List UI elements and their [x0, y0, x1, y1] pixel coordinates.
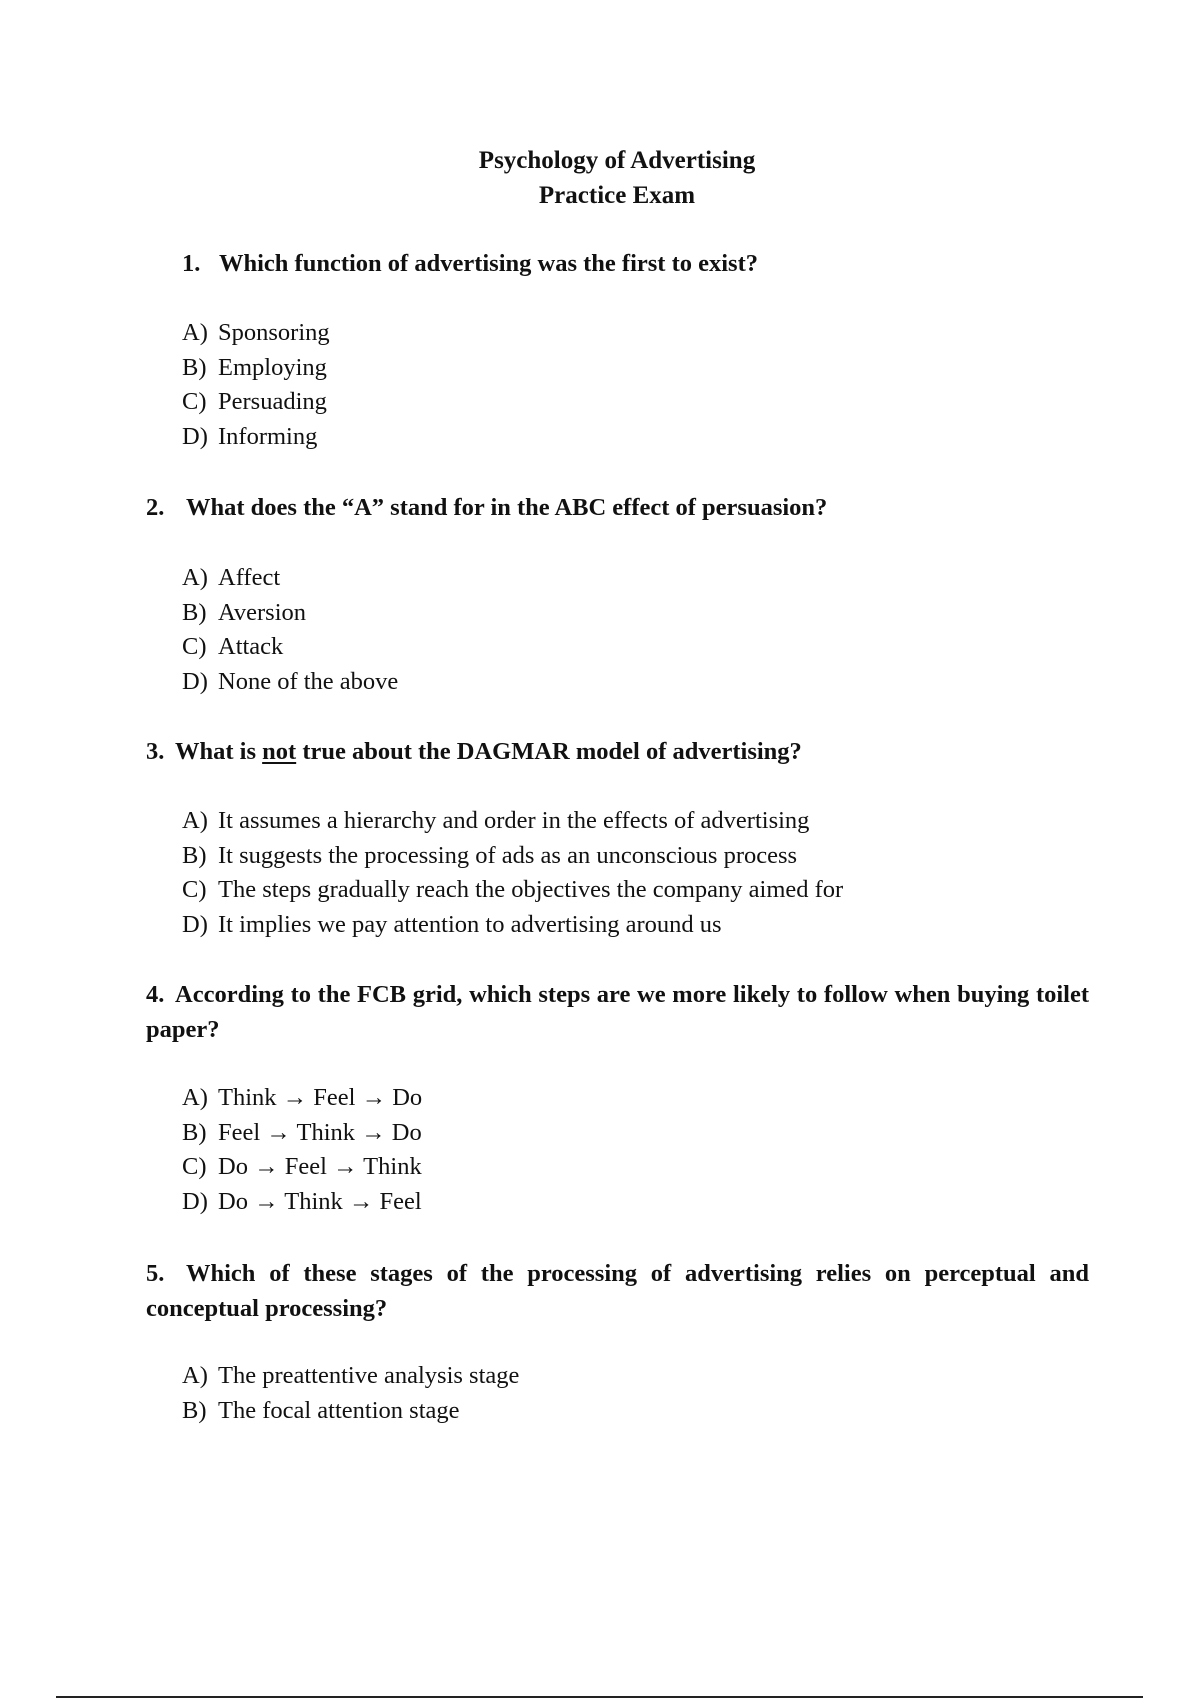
option-text: Employing	[218, 353, 327, 381]
option-letter: B)	[182, 598, 207, 626]
exam-title	[0, 143, 1200, 213]
option-letter: C)	[182, 876, 207, 903]
exam-subtitle: Practice Exam	[538, 182, 696, 209]
option-d	[182, 420, 330, 455]
option-d	[182, 1185, 422, 1220]
course-title: Psychology of Advertising	[478, 147, 756, 174]
option-text: It implies we pay attention to advertising around us	[218, 910, 722, 938]
question-4-options	[182, 1081, 422, 1219]
question-text-after: true about the DAGMAR model of advertising?	[302, 738, 802, 765]
question-1-options	[182, 316, 330, 454]
option-letter: C)	[182, 1153, 207, 1180]
option-text: Informing	[218, 422, 318, 450]
option-letter: A)	[182, 1362, 208, 1389]
option-letter: A)	[182, 319, 208, 346]
option-c	[182, 630, 398, 665]
question-1	[182, 246, 1082, 281]
option-letter: A)	[182, 1084, 208, 1111]
option-letter: C)	[182, 633, 207, 660]
question-2-options	[182, 561, 398, 699]
option-text: The preattentive analysis stage	[218, 1362, 520, 1389]
option-text: Do → Think → Feel	[218, 1187, 422, 1215]
option-letter: A)	[182, 807, 208, 834]
option-text: Affect	[218, 564, 281, 591]
option-text: The focal attention stage	[218, 1396, 460, 1424]
question-2	[146, 490, 1089, 525]
question-3-options	[182, 804, 843, 942]
option-text: The steps gradually reach the objectives the company aimed for	[218, 876, 844, 903]
option-letter: C)	[182, 388, 207, 415]
question-3	[146, 734, 1089, 769]
question-number: 1.	[182, 250, 201, 277]
option-d	[182, 665, 398, 700]
option-text: Aversion	[218, 598, 306, 626]
option-a	[182, 1081, 422, 1116]
option-c	[182, 1150, 422, 1185]
option-letter: D)	[182, 422, 208, 450]
option-text: Think → Feel → Do	[218, 1084, 423, 1111]
question-text: Which function of advertising was the first to exist?	[219, 250, 758, 277]
option-text: It suggests the processing of ads as an unconscious process	[218, 841, 798, 869]
option-letter: B)	[182, 841, 207, 869]
option-b	[182, 351, 330, 386]
option-text: Do → Feel → Think	[218, 1153, 422, 1180]
option-letter: B)	[182, 353, 207, 381]
question-number: 2.	[146, 494, 165, 521]
option-a	[182, 561, 398, 596]
question-number: 4.	[146, 981, 165, 1008]
option-letter: A)	[182, 564, 208, 591]
question-5	[146, 1256, 1089, 1326]
option-letter: D)	[182, 910, 208, 938]
option-text: None of the above	[218, 667, 399, 695]
question-4	[146, 977, 1089, 1047]
question-number: 5.	[146, 1260, 165, 1287]
option-letter: D)	[182, 1187, 208, 1215]
option-a	[182, 316, 330, 351]
option-b	[182, 1394, 519, 1429]
option-text: It assumes a hierarchy and order in the effects of advertising	[218, 807, 810, 834]
option-a	[182, 1359, 519, 1394]
option-text: Persuading	[218, 388, 327, 415]
option-d	[182, 908, 843, 943]
question-text: Which of these stages of the processing of advertising relies on perceptual and conceptual processing?	[146, 1260, 1089, 1322]
question-text: According to the FCB grid, which steps are we more likely to follow when buying toilet paper?	[146, 981, 1089, 1043]
option-letter: B)	[182, 1396, 207, 1424]
option-text: Sponsoring	[218, 319, 330, 346]
question-text: What does the “A” stand for in the ABC effect of persuasion?	[186, 494, 828, 521]
option-b	[182, 1116, 422, 1151]
option-letter: D)	[182, 667, 208, 695]
option-a	[182, 804, 843, 839]
option-letter: B)	[182, 1118, 207, 1146]
option-text: Feel → Think → Do	[218, 1118, 422, 1146]
option-b	[182, 596, 398, 631]
option-c	[182, 385, 330, 420]
question-emphasis-not: not	[262, 738, 297, 765]
question-5-options	[182, 1359, 519, 1428]
footer-divider	[56, 1696, 1143, 1698]
question-text-before: What is	[175, 738, 257, 765]
option-b	[182, 839, 843, 874]
option-text: Attack	[218, 633, 284, 660]
option-c	[182, 873, 843, 908]
question-number: 3.	[146, 738, 165, 765]
